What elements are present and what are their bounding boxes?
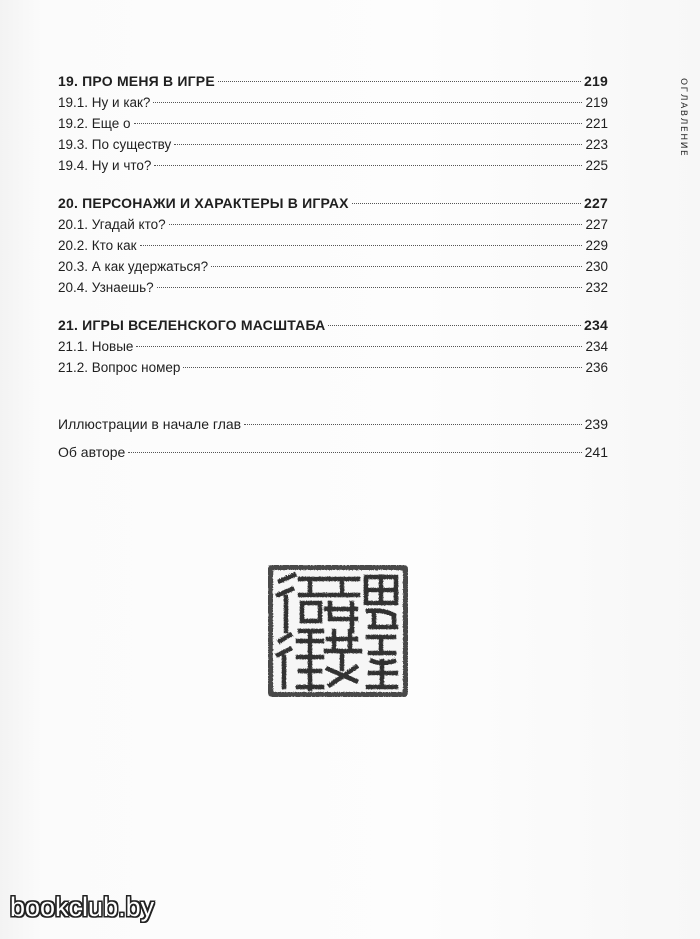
toc-page-number: 227 [584, 195, 608, 211]
toc-extra-row[interactable] [58, 410, 608, 438]
toc-item-row[interactable] [58, 92, 608, 113]
toc-item-row[interactable] [58, 336, 608, 357]
toc-section-21 [58, 315, 608, 378]
toc-item-title: 21.2. Вопрос номер [58, 360, 181, 375]
dot-leader [211, 266, 582, 267]
dot-leader [183, 367, 582, 368]
toc-chapter-title: 21. ИГРЫ ВСЕЛЕНСКОГО МАСШТАБА [58, 317, 326, 333]
toc-page-number: 236 [585, 360, 608, 375]
toc-item-title: 19.4. Ну и что? [58, 158, 152, 173]
toc-item-title: 20.2. Кто как [58, 238, 137, 253]
toc-page-number: 219 [585, 95, 608, 110]
toc-page-number: 229 [585, 238, 608, 253]
toc-item-title: 20.4. Узнаешь? [58, 280, 154, 295]
toc-page-number: 227 [585, 217, 608, 232]
toc-page-number: 241 [584, 444, 608, 460]
toc-item-title: 20.3. А как удержаться? [58, 259, 209, 274]
toc-page-number: 230 [585, 259, 608, 274]
toc-item-title: 19.1. Ну и как? [58, 95, 151, 110]
toc-chapter-row[interactable] [58, 193, 608, 214]
dot-leader [128, 452, 581, 453]
toc-chapter-title: 19. ПРО МЕНЯ В ИГРЕ [58, 73, 215, 89]
toc-page-number: 234 [584, 317, 608, 333]
seal-stamp-icon [264, 561, 412, 701]
table-of-contents [58, 71, 608, 466]
toc-item-title: 20.1. Угадай кто? [58, 217, 166, 232]
dot-leader [169, 224, 583, 225]
toc-page-number: 239 [584, 416, 608, 432]
toc-chapter-row[interactable] [58, 315, 608, 336]
toc-page-number: 219 [584, 73, 608, 89]
toc-page-number: 232 [585, 280, 608, 295]
toc-item-row[interactable] [58, 214, 608, 235]
dot-leader [136, 346, 582, 347]
toc-item-row[interactable] [58, 277, 608, 298]
toc-chapter-title: 20. ПЕРСОНАЖИ И ХАРАКТЕРЫ В ИГРАХ [58, 195, 349, 211]
dot-leader [174, 144, 582, 145]
running-head: ОГЛАВЛЕНИЕ [678, 78, 688, 158]
toc-item-title: Иллюстрации в начале глав [58, 416, 242, 432]
watermark-logo: bookclub.by [10, 892, 155, 922]
dot-leader [134, 123, 583, 124]
toc-item-title: 21.1. Новые [58, 339, 134, 354]
dot-leader [328, 325, 581, 326]
toc-chapter-row[interactable] [58, 71, 608, 92]
toc-section-19 [58, 71, 608, 176]
dot-leader [140, 245, 583, 246]
dot-leader [352, 203, 581, 204]
toc-item-row[interactable] [58, 256, 608, 277]
toc-back-matter [58, 410, 608, 466]
toc-section-20 [58, 193, 608, 298]
dot-leader [218, 81, 581, 82]
toc-page-number: 234 [585, 339, 608, 354]
toc-item-title: 19.2. Еще о [58, 116, 131, 131]
toc-item-title: 19.3. По существу [58, 137, 172, 152]
toc-page-number: 225 [585, 158, 608, 173]
toc-item-row[interactable] [58, 235, 608, 256]
toc-item-title: Об авторе [58, 444, 126, 460]
toc-page-number: 221 [585, 116, 608, 131]
toc-item-row[interactable] [58, 155, 608, 176]
toc-extra-row[interactable] [58, 438, 608, 466]
dot-leader [153, 102, 582, 103]
dot-leader [154, 165, 582, 166]
dot-leader [244, 424, 582, 425]
toc-item-row[interactable] [58, 357, 608, 378]
toc-page-number: 223 [585, 137, 608, 152]
toc-item-row[interactable] [58, 134, 608, 155]
dot-leader [157, 287, 583, 288]
toc-item-row[interactable] [58, 113, 608, 134]
